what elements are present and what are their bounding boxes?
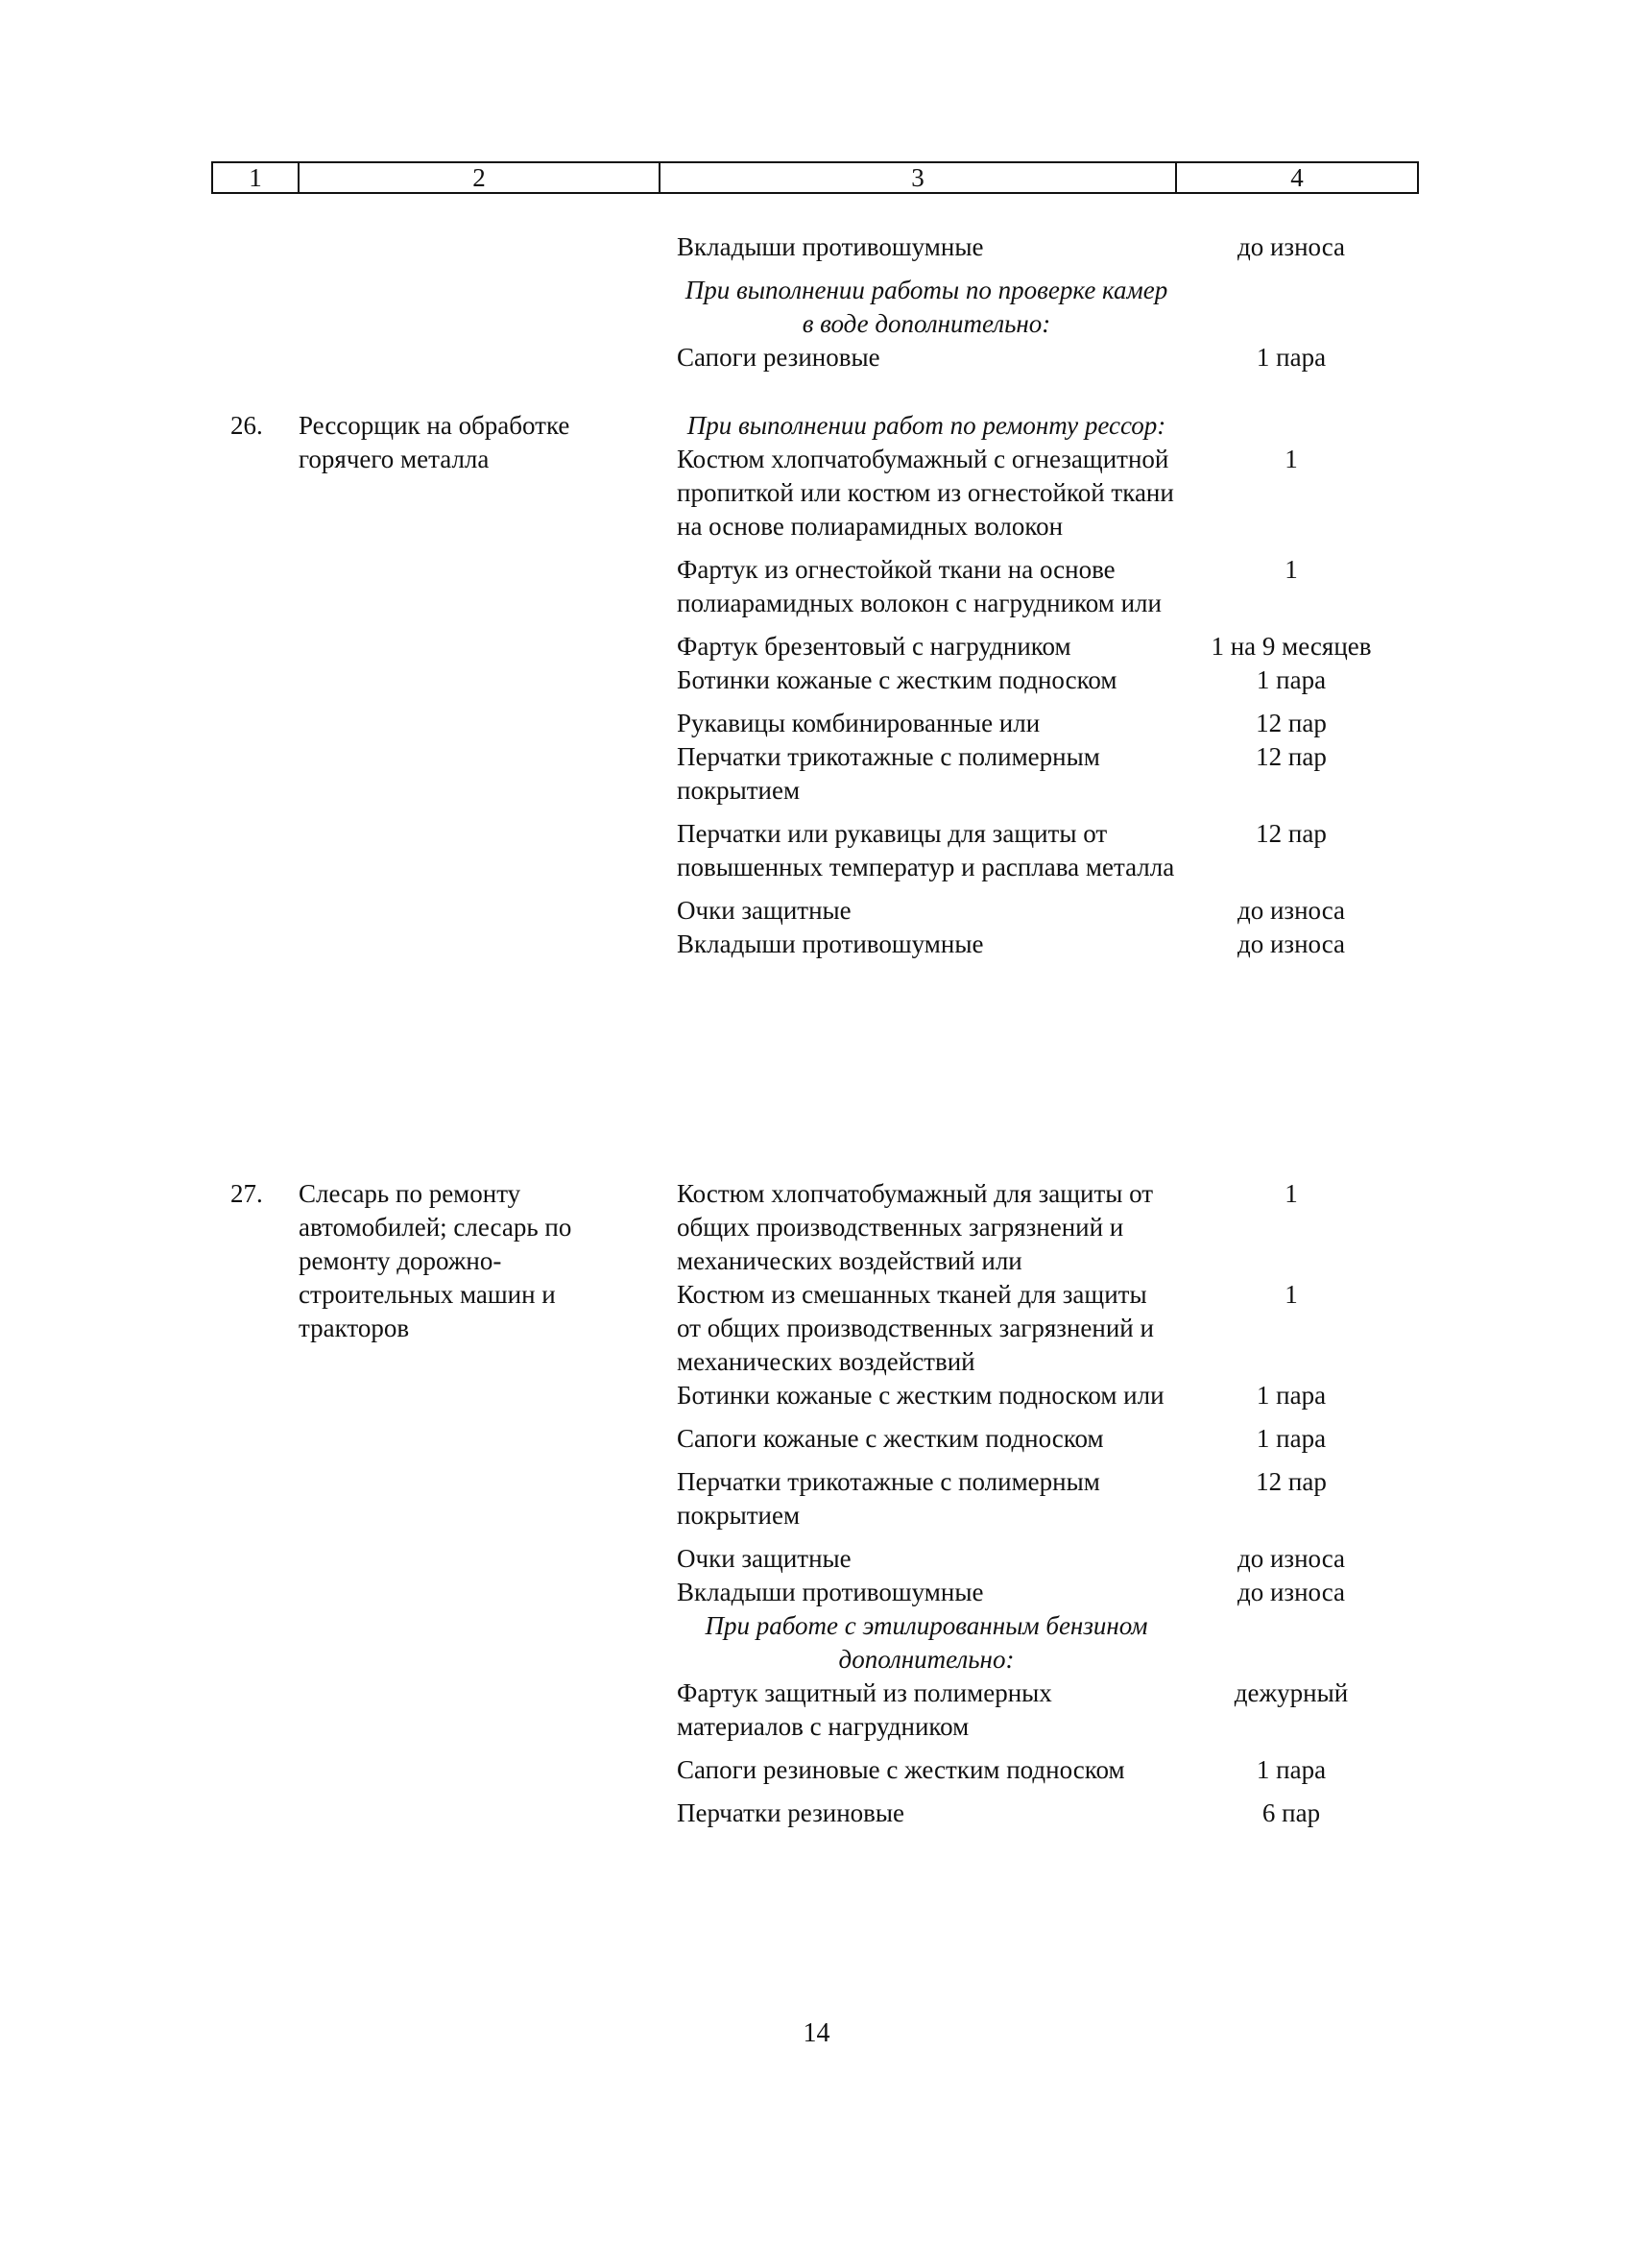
- ppe-item-name: Вкладыши противошумные: [677, 929, 984, 958]
- ppe-item-name: Костюм из смешанных тканей для защиты от общих производственных загрязнений и механических воздействий: [677, 1280, 1154, 1376]
- ppe-item-row: [677, 1677, 1406, 1744]
- page-number: 14: [803, 2018, 830, 2048]
- ppe-item-norm: 1 пара: [1256, 665, 1327, 694]
- ppe-item-row: [677, 1422, 1406, 1456]
- ppe-item-row: [677, 1542, 1406, 1576]
- header-cell-3: 3: [660, 163, 1177, 192]
- ppe-item-row: [677, 707, 1406, 740]
- ppe-item-norm: 12 пар: [1256, 742, 1327, 771]
- ppe-item-norm: 1: [1285, 1179, 1298, 1208]
- ppe-item-name: Фартук брезентовый с нагрудником: [677, 632, 1071, 661]
- ppe-item-row: [677, 1177, 1406, 1278]
- ppe-item-row: [677, 1797, 1406, 1830]
- ppe-item-row: [677, 664, 1406, 697]
- ppe-item-norm: до износа: [1237, 929, 1346, 958]
- ppe-item-row: [677, 443, 1406, 543]
- ppe-item-row: [677, 1753, 1406, 1787]
- header-cell-1: 1: [213, 163, 300, 192]
- ppe-item-name: Сапоги кожаные с жестким подноском: [677, 1424, 1104, 1453]
- ppe-item-name: Очки защитные: [677, 1544, 852, 1573]
- ppe-item-name: Костюм хлопчатобумажный с огнезащитной пропиткой или костюм из огнестойкой ткани на основе полиарамидных волокон: [677, 445, 1174, 541]
- header-cell-4: 4: [1290, 163, 1304, 192]
- ppe-item-norm: до износа: [1237, 896, 1346, 925]
- entry-items: [677, 1177, 1406, 1840]
- section-note: При выполнении работы по проверке камер в воде дополнительно:: [684, 276, 1168, 338]
- ppe-item-name: Перчатки трикотажные с полимерным покрытием: [677, 1467, 1100, 1530]
- ppe-item-norm: 1 пара: [1256, 1424, 1327, 1453]
- section-note: При выполнении работ по ремонту рессор:: [686, 411, 1166, 440]
- ppe-item-norm: до износа: [1237, 1544, 1346, 1573]
- ppe-item-row: [677, 817, 1406, 884]
- continuation-items: [677, 230, 1406, 384]
- ppe-item-row: [677, 894, 1406, 928]
- ppe-item-norm: до износа: [1237, 1578, 1346, 1606]
- ppe-item-norm: 1 пара: [1256, 1381, 1327, 1410]
- ppe-item-norm: 12 пар: [1256, 819, 1327, 848]
- profession-name: Рессорщик на обработке горячего металла: [299, 411, 570, 473]
- ppe-item-name: Вкладыши противошумные: [677, 1578, 984, 1606]
- ppe-item-name: Фартук из огнестойкой ткани на основе полиарамидных волокон с нагрудником или: [677, 555, 1162, 617]
- entry-items: [677, 409, 1406, 971]
- ppe-item-norm: 1 пара: [1256, 1755, 1327, 1784]
- ppe-item-row: [677, 341, 1406, 374]
- ppe-item-norm: 1: [1285, 445, 1298, 473]
- ppe-item-name: Сапоги резиновые: [677, 343, 880, 372]
- profession-name: Слесарь по ремонту автомобилей; слесарь по ремонту дорожно-строительных машин и тракторов: [299, 1179, 572, 1342]
- section-note: При работе с этилированным бензином дополнительно:: [705, 1611, 1148, 1674]
- ppe-item-name: Ботинки кожаные с жестким подноском: [677, 665, 1117, 694]
- ppe-item-norm: до износа: [1237, 232, 1346, 261]
- ppe-item-norm: дежурный: [1234, 1678, 1349, 1707]
- ppe-item-name: Сапоги резиновые с жестким подноском: [677, 1755, 1125, 1784]
- ppe-item-norm: 6 пар: [1261, 1798, 1321, 1827]
- ppe-item-name: Фартук защитный из полимерных материалов с нагрудником: [677, 1678, 1052, 1741]
- ppe-item-norm: 12 пар: [1256, 709, 1327, 737]
- ppe-item-name: Рукавицы комбинированные или: [677, 709, 1041, 737]
- ppe-item-name: Вкладыши противошумные: [677, 232, 984, 261]
- ppe-item-row: [677, 740, 1406, 808]
- entry-number: 27.: [230, 1179, 263, 1208]
- ppe-item-name: Перчатки трикотажные с полимерным покрытием: [677, 742, 1100, 805]
- header-cell-2: 2: [300, 163, 660, 192]
- entry-number: 26.: [230, 411, 263, 440]
- ppe-item-name: Очки защитные: [677, 896, 852, 925]
- ppe-item-norm: 1: [1285, 555, 1298, 584]
- ppe-item-row: [677, 1576, 1406, 1609]
- ppe-item-name: Перчатки или рукавицы для защиты от повышенных температур и расплава металла: [677, 819, 1175, 881]
- ppe-item-norm: 1 на 9 месяцев: [1211, 632, 1372, 661]
- ppe-item-name: Перчатки резиновые: [677, 1798, 905, 1827]
- ppe-item-row: [677, 928, 1406, 961]
- ppe-item-name: Костюм хлопчатобумажный для защиты от общих производственных загрязнений и механических воздействий или: [677, 1179, 1154, 1275]
- column-number-header: [211, 161, 1419, 194]
- ppe-item-row: [677, 1379, 1406, 1412]
- ppe-item-row: [677, 1278, 1406, 1379]
- ppe-item-row: [677, 630, 1406, 664]
- ppe-item-row: [677, 553, 1406, 620]
- ppe-item-row: [677, 1465, 1406, 1532]
- ppe-item-norm: 12 пар: [1256, 1467, 1327, 1496]
- ppe-item-row: [677, 230, 1406, 264]
- ppe-item-norm: 1: [1285, 1280, 1298, 1309]
- ppe-item-norm: 1 пара: [1256, 343, 1327, 372]
- ppe-item-name: Ботинки кожаные с жестким подноском или: [677, 1381, 1165, 1410]
